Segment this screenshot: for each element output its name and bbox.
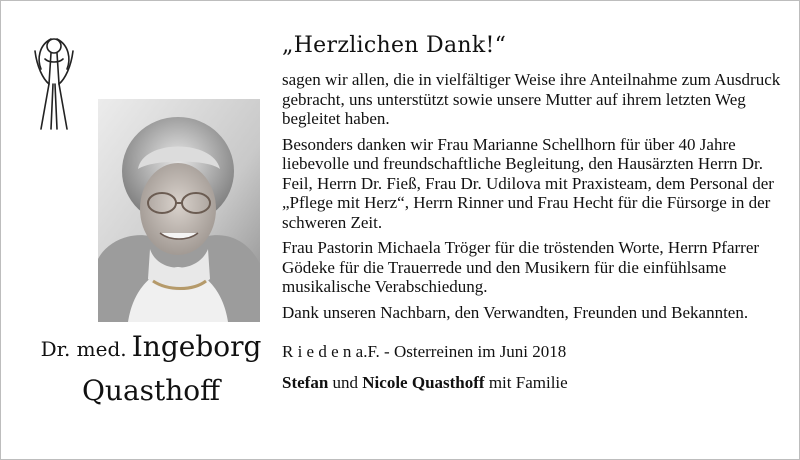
signature-and: und [332, 372, 359, 392]
paragraph-4: Dank unseren Nachbarn, den Verwandten, Freunden und Bekannten. [282, 302, 749, 322]
paragraph-1: sagen wir allen, die in vielfältiger Weise ihre Anteilnahme zum Ausdruck gebracht, uns unterstützt sowie unsere Mutter auf ihrem letzten Weg begleitet haben. [282, 70, 781, 128]
headline: „Herzlichen Dank!“ [282, 33, 507, 58]
name-prefix: Dr. med. [40, 337, 127, 361]
paragraph-2: Besonders danken wir Frau Marianne Schellhorn für über 40 Jahre liebevolle und freundschaftliche Begleitung, den Hausärzten Herrn Dr. Feil, Herrn Dr. Fieß, Frau Dr. Udilova mit Praxisteam, dem Personal der „Pflege mit Herz“, Herrn Rinner und Frau Hecht für die Fürsorge in der schweren Zeit. [282, 134, 774, 232]
signature-suffix: mit Familie [488, 372, 568, 392]
last-name: Quasthoff [81, 374, 221, 407]
signer-1: Stefan [282, 372, 329, 392]
place-date: R i e d e n a.F. - Osterreinen im Juni 2018 [282, 342, 567, 361]
portrait-photo [98, 99, 260, 322]
first-name: Ingeborg [131, 330, 262, 363]
signer-2: Nicole Quasthoff [362, 372, 485, 392]
deceased-name [21, 327, 281, 411]
thank-you-text [282, 31, 787, 392]
signature [282, 373, 787, 393]
paragraph-3: Frau Pastorin Michaela Tröger für die tröstenden Worte, Herrn Pfarrer Gödeke für die Trauerrede und den Musikern für die einfühlsame musikalische Verabschiedung. [282, 238, 760, 296]
mourning-figure-icon [31, 29, 77, 131]
